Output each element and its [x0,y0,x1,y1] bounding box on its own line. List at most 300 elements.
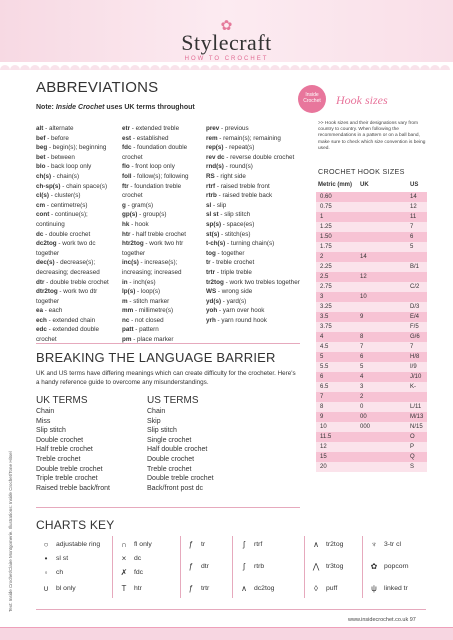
abbreviation-entry [36,143,116,153]
abbreviation-meaning: - back loop only [45,163,92,171]
hook-size-row [316,442,427,452]
abbreviation-entry [206,258,301,268]
hook-size-row [316,462,427,472]
abbreviation-meaning: - pattern [133,326,159,334]
hook-size-cell: 4 [320,334,324,340]
abbreviations-note [36,104,195,111]
hook-size-cell: B/1 [410,264,420,270]
abbreviation-term: in [122,278,128,286]
hook-size-cell: 2 [320,254,324,260]
chart-symbol-label: htr [134,585,142,592]
uk-term: Double treble crochet [36,465,103,473]
hook-size-cell: 6.5 [320,384,329,390]
abbreviation-entry [36,162,116,172]
flower-icon: ✿ [220,17,233,33]
abbreviation-meaning: - double treble crochet [44,278,109,286]
hook-size-cell: 8 [360,334,364,340]
hook-size-cell: 15 [320,454,327,460]
hook-size-cell: D/3 [410,304,420,310]
chart-symbol-icon: ∧ [313,540,319,549]
abbreviation-entry [122,172,202,182]
hook-size-row [316,292,427,302]
hook-size-cell: 6 [410,234,414,240]
hook-size-row [316,382,427,392]
abbreviation-entry [206,162,301,172]
hook-size-cell: 2.5 [320,274,329,280]
uk-terms-list [36,407,110,493]
abbreviation-meaning: - foundation double crochet [122,144,188,161]
chart-symbol-label: linked tr [384,585,408,592]
hook-size-row [316,312,427,322]
abbreviation-meaning: - together [215,249,245,257]
chart-symbol-icon: ✗ [120,568,128,577]
abbreviation-term: patt [122,326,134,334]
abbreviation-entry [206,268,301,278]
hook-size-cell: F/5 [410,324,419,330]
hook-size-row [316,372,427,382]
abbreviation-entry [122,239,202,258]
abbreviation-meaning: - follow(s); following [131,172,189,180]
brand-tagline: HOW TO CROCHET [184,56,269,62]
key-divider [362,536,363,598]
chart-symbol-label: puff [326,585,338,592]
abbreviation-term: inc(s) [122,259,139,267]
hook-size-cell: 10 [360,294,367,300]
abbreviation-meaning: - wrong side [216,288,253,296]
hook-size-cell: L/11 [410,404,422,410]
chart-symbol-label: 3-tr cl [384,541,401,548]
hook-size-cell: 4.5 [320,344,329,350]
hook-size-cell: J/10 [410,374,422,380]
abbreviation-entry [36,306,116,316]
abbreviation-meaning: - group(s) [137,211,167,219]
abbreviation-entry [36,278,116,288]
hook-size-row [316,412,427,422]
abbreviation-term: prev [206,125,220,132]
hook-size-cell: M/13 [410,414,424,420]
abbreviation-term: tog [206,249,216,257]
hook-size-cell: 5 [410,244,414,250]
abbreviation-meaning: - chain(s) [51,172,80,180]
hook-size-row [316,282,427,292]
hook-size-cell: 2 [360,394,364,400]
abbreviation-entry [206,134,301,144]
us-term: Single crochet [147,436,192,444]
abbreviation-term: ech [36,316,47,324]
us-terms-list [147,407,214,493]
abbreviation-entry [122,134,202,144]
abbreviation-entry [122,124,202,134]
abbreviation-entry [36,230,116,240]
divider [36,343,300,344]
chart-symbol-icon: ◊ [314,584,318,593]
chart-symbol-label: fl only [134,541,152,548]
abbreviation-meaning: - remain(s); remaining [217,134,281,142]
abbreviation-meaning: - repeat(s) [223,144,255,152]
abbreviation-meaning: - inch(es) [127,278,156,286]
abbreviation-meaning: - increase(s); increasing; increased [122,259,182,276]
abbreviation-entry [206,278,301,288]
hook-size-cell: E/4 [410,314,420,320]
abbreviation-meaning: - work two trebles together [223,278,300,286]
hook-size-cell: 9 [320,414,324,420]
abbreviation-meaning: - foundation treble crochet [122,182,182,200]
abbreviation-entry [206,316,301,326]
hook-size-cell: 3 [320,294,324,300]
abbreviation-entry [206,249,301,259]
hook-size-cell: 12 [320,444,327,450]
abbreviation-meaning: - begin(s); beginning [47,144,107,152]
chart-symbol-label: sl st [56,555,69,562]
credits-vertical: Text: Inside Crochet/Claire Montgomerie. Illustrations: Inside Crochet/Tone Hitsel [8,451,13,612]
hook-size-cell: 1.50 [320,234,332,240]
abbreviation-meaning: - yard(s) [221,297,247,305]
abbreviation-term: dc [36,230,44,238]
abbreviation-term: est [122,134,132,142]
abbreviation-term: ftr [122,182,129,190]
hook-size-cell: N/15 [410,424,423,430]
abbreviation-meaning: - stitch(es) [219,230,251,238]
chart-symbol-label: rtrb [254,563,265,570]
hook-size-cell: 0.60 [320,194,332,200]
abbreviation-entry [122,201,202,211]
abbreviation-term: dtr2tog [36,288,58,296]
chart-symbol-icon: ○ [43,540,49,549]
abbreviation-meaning: - yarn over hook [217,307,265,315]
hook-sizes-title: Hook sizes [336,93,388,107]
hook-size-cell: 11 [410,214,417,220]
note-suffix: uses UK terms throughout [104,104,195,111]
chart-symbol-icon: ∧ [241,584,247,593]
chart-symbol-icon: ʃ [243,540,245,549]
us-term: Back/front post dc [147,484,204,492]
abbreviation-entry [206,143,301,153]
hook-size-cell: 14 [410,194,417,200]
hook-size-row [316,402,427,412]
abbreviation-meaning: - centimetre(s) [45,201,88,209]
abbreviation-meaning: - front loop only [129,163,175,171]
chart-symbol-label: bl only [56,585,76,592]
abbreviation-entry [36,182,116,192]
hook-size-cell: 0 [360,404,364,410]
hook-size-cell: 7 [410,344,414,350]
hook-size-row [316,262,427,272]
uk-terms-title: UK TERMS [36,395,88,406]
abbreviation-term: st(s) [206,230,220,238]
note-italic: Inside Crochet [55,104,105,111]
hook-sizes-desc: >> Hook sizes and their designations vary from country to country. When following the recommendations in a pattern or on a ball band, make sure to check which size convention is being used. [318,121,426,151]
chart-symbol-icon: ƒ [188,562,194,571]
chart-symbol-icon: ◦ [44,568,48,577]
abbreviation-term: hk [122,220,130,228]
us-term: Skip [147,417,161,425]
abbreviation-meaning: - yarn round hook [215,316,267,324]
abbreviation-term: ch(s) [36,172,52,180]
abbreviation-entry [206,306,301,316]
chart-symbol-icon: ⋀ [312,562,320,571]
abbreviation-term: mm [122,307,134,315]
abbreviation-meaning: - continue(s); continuing [36,211,88,228]
hook-size-cell: 7 [410,224,414,230]
hook-size-cell: 8 [320,404,324,410]
abbreviation-entry [36,191,116,201]
abbreviation-term: t-ch(s) [206,240,226,248]
hook-size-cell: S [410,464,415,470]
chart-symbol-label: tr2tog [326,541,344,548]
hook-size-cell: 12 [410,204,417,210]
chart-symbol-icon: ✿ [370,562,378,571]
hook-size-cell: 7 [320,394,324,400]
abbreviations-col-2 [122,124,202,345]
us-terms-title: US TERMS [147,395,199,406]
abbreviation-term: cont [36,211,50,219]
hook-size-cell: O [410,434,415,440]
abbreviation-entry [206,172,301,182]
abbreviation-meaning: - before [45,134,69,142]
abbreviation-meaning: - loop(s) [135,288,161,296]
hook-size-row [316,192,427,202]
abbreviations-col-3 [206,124,301,325]
uk-term: Raised treble back/front [36,484,110,492]
us-term: Treble crochet [147,465,192,473]
chart-symbol-label: popcorn [384,563,409,570]
hook-size-row [316,422,427,432]
uk-term: Treble crochet [36,455,81,463]
divider [36,609,426,610]
hook-size-cell: P [410,444,415,450]
uk-term: Chain [36,408,55,415]
abbreviation-entry [122,297,202,307]
abbreviation-entry [122,210,202,220]
abbreviation-entry [206,191,301,201]
abbreviation-term: tr2tog [206,278,224,286]
hook-size-cell: 5 [360,364,364,370]
abbreviation-entry [122,325,202,335]
abbreviation-meaning: - stitch marker [127,297,170,305]
hook-size-cell: C/2 [410,284,420,290]
abbreviation-entry [206,287,301,297]
hook-size-cell: 1.75 [320,244,332,250]
abbreviation-term: yrh [206,316,216,324]
hook-size-cell: 14 [360,254,367,260]
abbreviation-term: WS [206,288,217,296]
abbreviation-meaning: - previous [219,125,249,132]
brand-name: Stylecraft [181,30,272,55]
col-metric-header: Metric (mm) [318,182,353,188]
hook-size-row [316,392,427,402]
abbreviation-term: htr2tog [122,240,144,248]
abbreviation-meaning: - slip [211,201,227,209]
abbreviation-term: etr [122,125,131,132]
hook-size-row [316,342,427,352]
abbreviation-term: bef [36,134,46,142]
hook-size-cell: Q [410,454,415,460]
hook-size-cell: 6 [320,374,324,380]
hook-size-cell: 0.75 [320,204,332,210]
charts-key-title: CHARTS KEY [36,518,115,532]
hook-size-cell: 11.5 [320,434,332,440]
hook-size-cell: 00 [360,414,367,420]
us-term: Slip stitch [147,427,177,435]
hook-size-row [316,302,427,312]
abbreviation-meaning: - extended chain [46,316,96,324]
hook-size-row [316,252,427,262]
abbreviation-term: rem [206,134,218,142]
abbreviation-entry [122,143,202,162]
hook-size-row [316,242,427,252]
abbreviation-entry [122,316,202,326]
hook-size-row [316,202,427,212]
abbreviation-term: gp(s) [122,211,138,219]
abbreviation-meaning: - half treble crochet [130,230,187,238]
abbreviation-term: yd(s) [206,297,222,305]
us-term: Double crochet [147,455,195,463]
abbreviation-term: htr [122,230,131,238]
chart-symbol-icon: ʃ [243,562,245,571]
abbreviation-meaning: - work two dtr together [36,288,98,305]
chart-symbol-label: tr [201,541,206,548]
hook-size-cell: I/9 [410,364,417,370]
hook-size-row [316,212,427,222]
abbreviation-entry [122,220,202,230]
key-divider [304,536,305,598]
abbreviation-entry [36,201,116,211]
abbreviation-entry [36,124,116,134]
abbreviation-meaning: - extended treble [130,125,180,132]
chart-symbol-icon: ƒ [188,584,194,593]
chart-symbol-label: dc2tog [254,585,275,592]
abbreviation-entry [122,306,202,316]
abbreviations-title: ABBREVIATIONS [36,79,159,96]
hook-size-row [316,432,427,442]
hook-size-cell: 7 [360,344,364,350]
hook-size-table [316,192,427,472]
hook-size-cell: 3 [360,384,364,390]
abbreviation-meaning: - slip stitch [218,211,251,219]
hook-size-cell: 5.5 [320,364,329,370]
chart-symbol-label: adjustable ring [56,541,101,548]
abbreviation-entry [206,201,301,211]
chart-symbol-icon: T [121,584,127,593]
hook-size-cell: 2.25 [320,264,332,270]
col-us-header: US [410,182,419,188]
us-term: Double treble crochet [147,475,214,483]
abbreviation-meaning: - not closed [129,316,164,324]
abbreviation-meaning: - raised treble front [215,182,270,190]
abbreviation-entry [206,153,301,163]
abbreviation-meaning: - between [45,153,75,161]
abbreviation-meaning: - right side [214,172,246,180]
hook-size-cell: 4 [360,374,364,380]
abbreviation-term: dc2tog [36,240,57,248]
abbreviation-term: foll [122,172,132,180]
abbreviation-term: nc [122,316,130,324]
chart-symbol-label: ch [56,569,64,576]
hook-size-row [316,332,427,342]
abbreviation-term: beg [36,144,48,152]
abbreviation-entry [206,230,301,240]
abbreviation-meaning: - work two dc together [36,240,96,257]
hook-size-cell: H/8 [410,354,420,360]
uk-term: Slip stitch [36,427,66,435]
hook-size-row [316,232,427,242]
footer-band [0,628,453,640]
abbreviations-col-1 [36,124,116,345]
hook-size-row [316,222,427,232]
abbreviation-term: rep(s) [206,144,224,152]
chart-symbol-icon: ƒ [188,540,194,549]
chart-symbol-label: tr3tog [326,563,344,570]
hook-size-cell: G/6 [410,334,420,340]
chart-symbol-icon: ♆ [371,540,377,549]
hook-size-cell: 000 [360,424,371,430]
chart-symbol-label: dtr [201,563,209,570]
abbreviation-term: ch-sp(s) [36,182,61,190]
hook-size-row [316,362,427,372]
chart-symbol-icon: ψ [371,584,377,593]
abbreviation-term: alt [36,125,44,132]
abbreviation-term: m [122,297,128,305]
abbreviation-meaning: - chain space(s) [60,182,108,190]
abbreviation-meaning: - each [43,307,63,315]
abbreviation-entry [36,210,116,229]
divider [36,507,300,508]
header-scallop [0,62,453,70]
key-divider [112,536,113,598]
abbreviation-entry [36,316,116,326]
abbreviation-meaning: - hook [129,220,149,228]
abbreviation-term: pm [122,336,132,344]
hook-size-row [316,272,427,282]
hook-size-cell: 1.25 [320,224,332,230]
abbreviation-meaning: - double crochet [43,230,91,238]
abbreviation-entry [36,325,116,344]
abbreviation-entry [122,287,202,297]
abbreviation-meaning: - alternate [43,125,74,132]
abbreviation-entry [122,162,202,172]
abbreviation-meaning: - treble crochet [210,259,255,267]
barrier-text: UK and US terms have differing meanings which can create difficulty for the crocheter. Here's a handy reference guide to overcome any misunderstandings. [36,370,296,386]
abbreviation-entry [206,210,301,220]
chart-symbol-label: fdc [134,569,144,576]
hook-size-cell: 20 [320,464,327,470]
hook-size-cell: K- [410,384,416,390]
col-uk-header: UK [360,182,369,188]
chart-symbol-icon: • [44,554,48,563]
abbreviation-entry [122,258,202,277]
hook-size-cell: 3.5 [320,314,329,320]
abbreviation-meaning: - millimetre(s) [133,307,174,315]
barrier-title: BREAKING THE LANGUAGE BARRIER [36,350,276,365]
abbreviation-meaning: - gram(s) [125,201,154,209]
inside-crochet-badge: Inside Crochet [298,85,326,113]
abbreviation-meaning: - extended double crochet [36,326,100,344]
footer-url: www.insidecrochet.co.uk 97 [348,617,416,623]
abbreviation-entry [36,239,116,258]
abbreviation-entry [206,297,301,307]
abbreviation-term: sl st [206,211,219,219]
abbreviation-meaning: - round(s) [223,163,253,171]
abbreviation-term: g [122,201,126,209]
hook-size-cell: 10 [320,424,327,430]
chart-symbol-icon: ∪ [43,584,49,593]
abbreviation-term: dtr [36,278,45,286]
chart-symbol-icon: ∩ [121,540,127,549]
chart-symbol-label: trtr [201,585,210,592]
key-divider [232,536,233,598]
abbreviation-term: ea [36,307,44,315]
abbreviation-meaning: - established [131,134,169,142]
